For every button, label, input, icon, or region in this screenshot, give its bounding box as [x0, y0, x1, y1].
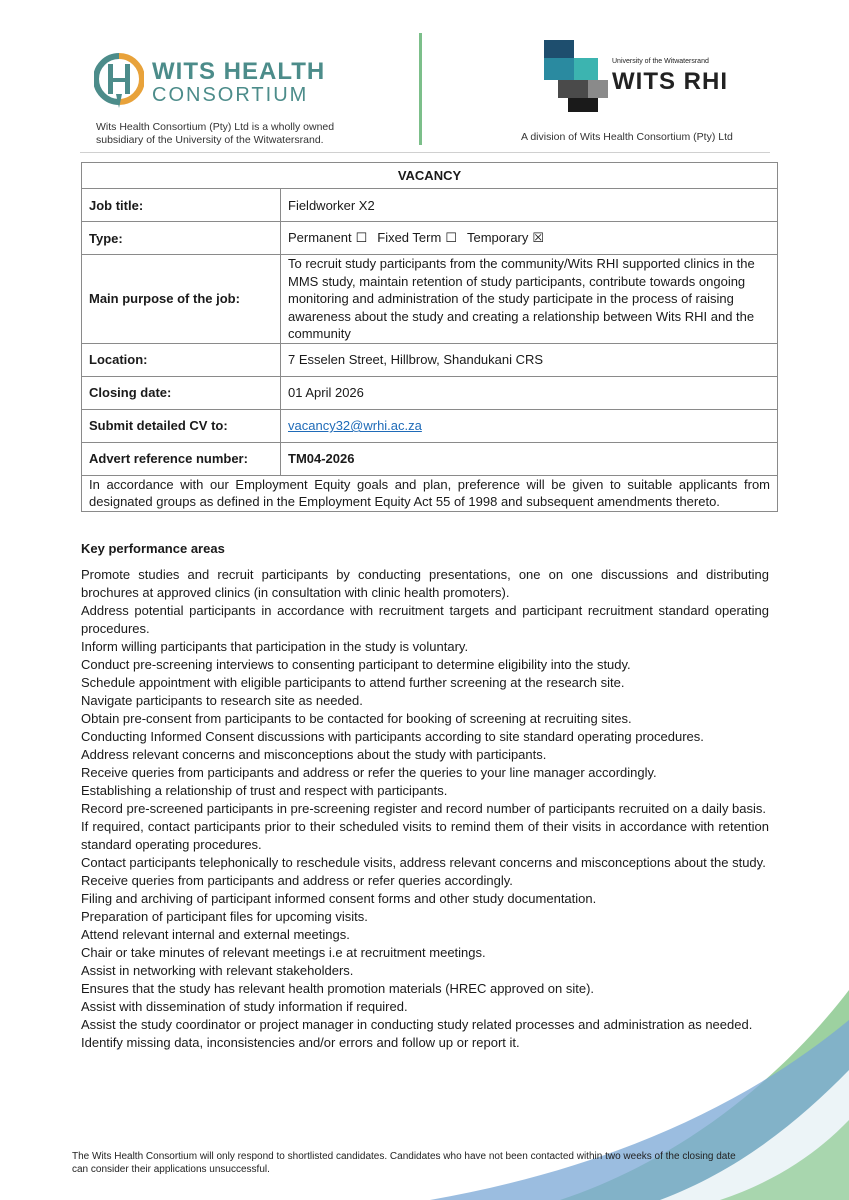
- whc-name-line2: CONSORTIUM: [152, 84, 309, 106]
- checkbox-empty-icon: ☐: [445, 230, 457, 245]
- advert-ref-label: Advert reference number:: [82, 442, 281, 475]
- kpa-item: Assist in networking with relevant stakeholders.: [81, 963, 354, 978]
- kpa-item: Assist the study coordinator or project manager in conducting study related processes and administration as needed.: [81, 1017, 753, 1032]
- kpa-item: Address potential participants in accordance with recruitment targets and participant recruitment standard operating procedures.: [81, 603, 769, 636]
- kpa-item: Navigate participants to research site as needed.: [81, 693, 363, 708]
- kpa-item: Assist with dissemination of study information if required.: [81, 999, 408, 1014]
- kpa-item: If required, contact participants prior to their scheduled visits to remind them of their visits in accordance with retention standard operating procedures.: [81, 819, 769, 852]
- kpa-item: Conducting Informed Consent discussions with participants according to site standard operating procedures.: [81, 729, 704, 744]
- header-rule: [80, 152, 770, 153]
- closing-date-value: 01 April 2026: [281, 376, 778, 409]
- kpa-item: Preparation of participant files for upcoming visits.: [81, 909, 368, 924]
- checkbox-checked-icon: ☒: [532, 230, 545, 245]
- advert-ref-value: TM04-2026: [281, 442, 778, 475]
- kpa-item: Establishing a relationship of trust and respect with participants.: [81, 783, 448, 798]
- rhi-division-note: A division of Wits Health Consortium (Pty) Ltd: [521, 131, 733, 143]
- location-value: 7 Esselen Street, Hillbrow, Shandukani CRS: [281, 343, 778, 376]
- job-title-label: Job title:: [82, 189, 281, 222]
- vacancy-heading: VACANCY: [82, 163, 778, 189]
- submit-cv-label: Submit detailed CV to:: [82, 409, 281, 442]
- job-title-value: Fieldworker X2: [281, 189, 778, 222]
- type-option-temporary-label: Temporary: [466, 230, 529, 245]
- kpa-item: Conduct pre-screening interviews to consenting participant to determine eligibility into the study.: [81, 657, 631, 672]
- kpa-item: Chair or take minutes of relevant meetings i.e at recruitment meetings.: [81, 945, 486, 960]
- footer-note: The Wits Health Consortium will only respond to shortlisted candidates. Candidates who have not been contacted within two weeks of the closing date can consider their applications unsuccessful.: [72, 1151, 736, 1175]
- kpa-item: Filing and archiving of participant informed consent forms and other study documentation.: [81, 891, 597, 906]
- type-label: Type:: [82, 222, 281, 255]
- kpa-item: Receive queries from participants and address or refer the queries to your line manager accordingly.: [81, 765, 657, 780]
- rhi-name: WITS RHI: [612, 68, 728, 95]
- closing-date-label: Closing date:: [82, 376, 281, 409]
- kpa-item: Address relevant concerns and misconceptions about the study with participants.: [81, 747, 547, 762]
- whc-subsidiary-note: Wits Health Consortium (Pty) Ltd is a wholly owned subsidiary of the University of the Witwatersrand.: [96, 121, 335, 146]
- rhi-university-label: University of the Witwatersrand: [612, 58, 709, 65]
- purpose-value: To recruit study participants from the community/Wits RHI supported clinics in the MMS study, maintain retention of study participants, contribute towards ongoing monitoring and administration of the study participate in the process of raising awareness about the study and creating a relationship between Wits RHI and the community: [281, 255, 778, 344]
- wits-health-consortium-logo-icon: [94, 52, 144, 110]
- kpa-item: Schedule appointment with eligible participants to attend further screening at the research site.: [81, 675, 625, 690]
- kpa-item: Contact participants telephonically to reschedule visits, address relevant concerns and misconceptions about the study.: [81, 855, 766, 870]
- vacancy-table: [81, 162, 778, 512]
- wits-rhi-logo-icon: [544, 40, 614, 112]
- kpa-item: Attend relevant internal and external meetings.: [81, 927, 350, 942]
- type-option-fixed-term-label: Fixed Term: [377, 230, 442, 245]
- kpa-item: Obtain pre-consent from participants to be contacted for booking of screening at recruiting sites.: [81, 711, 632, 726]
- kpa-list: [81, 566, 769, 1052]
- type-option-permanent-label: Permanent: [288, 230, 352, 245]
- location-label: Location:: [82, 343, 281, 376]
- kpa-item: Receive queries from participants and address or refer queries accordingly.: [81, 873, 513, 888]
- purpose-label: Main purpose of the job:: [82, 255, 281, 344]
- kpa-item: Ensures that the study has relevant health promotion materials (HREC approved on site).: [81, 981, 595, 996]
- kpa-item: Inform willing participants that participation in the study is voluntary.: [81, 639, 469, 654]
- employment-equity-note: In accordance with our Employment Equity goals and plan, preference will be given to suitable applicants from designated groups as defined in the Employment Equity Act 55 of 1998 and subsequent amendments thereto.: [82, 475, 778, 511]
- header-divider: [419, 33, 422, 145]
- kpa-item: Record pre-screened participants in pre-screening register and record number of participants recruited on a daily basis.: [81, 801, 767, 816]
- kpa-heading: Key performance areas: [81, 541, 225, 556]
- kpa-item: Promote studies and recruit participants by conducting presentations, one on one discussions and distributing brochures at approved clinics (in consultation with clinic health promoters).: [81, 567, 769, 600]
- whc-name-line1: WITS HEALTH: [152, 58, 326, 85]
- type-options: [281, 222, 778, 255]
- checkbox-empty-icon: ☐: [355, 230, 368, 245]
- submit-cv-email-link[interactable]: vacancy32@wrhi.ac.za: [288, 418, 422, 433]
- kpa-item: Identify missing data, inconsistencies and/or errors and follow up or report it.: [81, 1035, 520, 1050]
